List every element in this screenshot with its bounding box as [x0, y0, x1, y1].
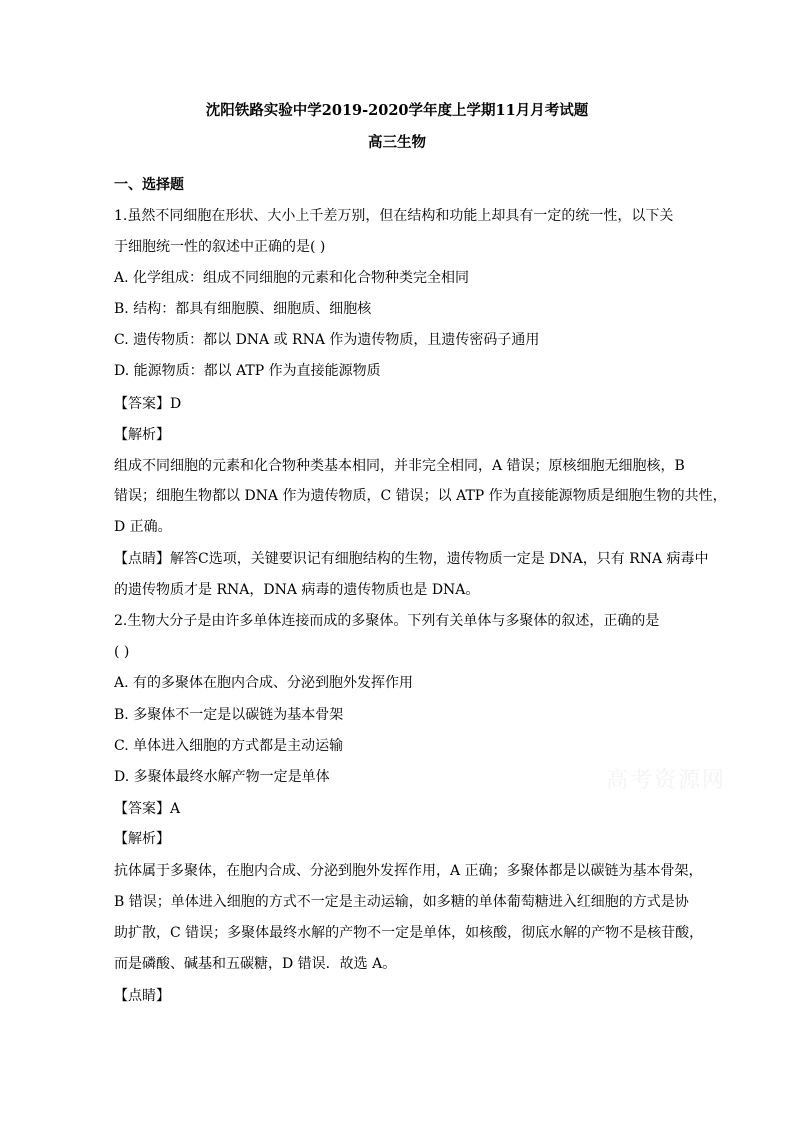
q1-stem-line-2: 于细胞统一性的叙述中正确的是( ) — [114, 239, 326, 255]
q1-option-b: B. 结构：都具有细胞膜、细胞质、细胞核 — [114, 301, 372, 317]
q2-option-a: A. 有的多聚体在胞内合成、分泌到胞外发挥作用 — [114, 675, 414, 691]
q2-option-d: D. 多聚体最终水解产物一定是单体 — [114, 769, 330, 785]
q2-stem-line-1: 2.生物大分子是由许多单体连接而成的多聚体。下列有关单体与多聚体的叙述，正确的是 — [114, 613, 660, 629]
q2-option-c: C. 单体进入细胞的方式都是主动运输 — [114, 738, 344, 754]
watermark: 高考资源网 — [606, 768, 727, 793]
page-subtitle: 高三生物 — [368, 134, 426, 151]
q1-stem-line-1: 1.虽然不同细胞在形状、大小上千差万别，但在结构和功能上却具有一定的统一性，以下关 — [114, 208, 674, 224]
q1-point-line-1: 【点睛】解答C选项，关键要识记有细胞结构的生物，遗传物质一定是 DNA，只有 RNA 病毒中 — [114, 551, 709, 567]
q2-analysis-label: 【解析】 — [114, 831, 170, 847]
q2-option-b: B. 多聚体不一定是以碳链为基本骨架 — [114, 707, 344, 723]
q1-point-line-2: 的遗传物质才是 RNA，DNA 病毒的遗传物质也是 DNA。 — [114, 582, 480, 598]
q2-point-label: 【点睛】 — [114, 988, 170, 1004]
q2-analysis-line-1: 抗体属于多聚体，在胞内合成、分泌到胞外发挥作用，A 正确；多聚体都是以碳链为基本骨架， — [114, 863, 703, 879]
q1-option-a: A. 化学组成：组成不同细胞的元素和化合物种类完全相同 — [114, 270, 470, 286]
page-title: 沈阳铁路实验中学2019-2020学年度上学期11月月考试题 — [205, 102, 589, 119]
q1-answer: 【答案】D — [114, 396, 182, 412]
q2-analysis-line-3: 助扩散，C 错误；多聚体最终水解的产物不一定是单体，如核酸，彻底水解的产物不是核苷酸， — [114, 925, 704, 941]
q1-analysis-line-2: 错误；细胞生物都以 DNA 作为遗传物质，C 错误；以 ATP 作为直接能源物质是细胞生物的共性， — [114, 488, 727, 504]
section-heading: 一、选择题 — [114, 177, 184, 193]
q1-option-d: D. 能源物质：都以 ATP 作为直接能源物质 — [114, 363, 381, 379]
q2-stem-line-2: ( ) — [114, 644, 130, 660]
q2-analysis-line-4: 而是磷酸、碱基和五碳糖，D 错误．故选 A。 — [114, 956, 397, 972]
q2-answer: 【答案】A — [114, 801, 181, 817]
q1-analysis-label: 【解析】 — [114, 427, 170, 443]
q1-option-c: C. 遗传物质：都以 DNA 或 RNA 作为遗传物质，且遗传密码子通用 — [114, 332, 540, 348]
q2-analysis-line-2: B 错误；单体进入细胞的方式不一定是主动运输，如多糖的单体葡萄糖进入红细胞的方式是协 — [114, 894, 689, 910]
q1-analysis-line-1: 组成不同细胞的元素和化合物种类基本相同，并非完全相同，A 错误；原核细胞无细胞核，B — [114, 458, 685, 474]
q1-analysis-line-3: D 正确。 — [114, 519, 172, 535]
